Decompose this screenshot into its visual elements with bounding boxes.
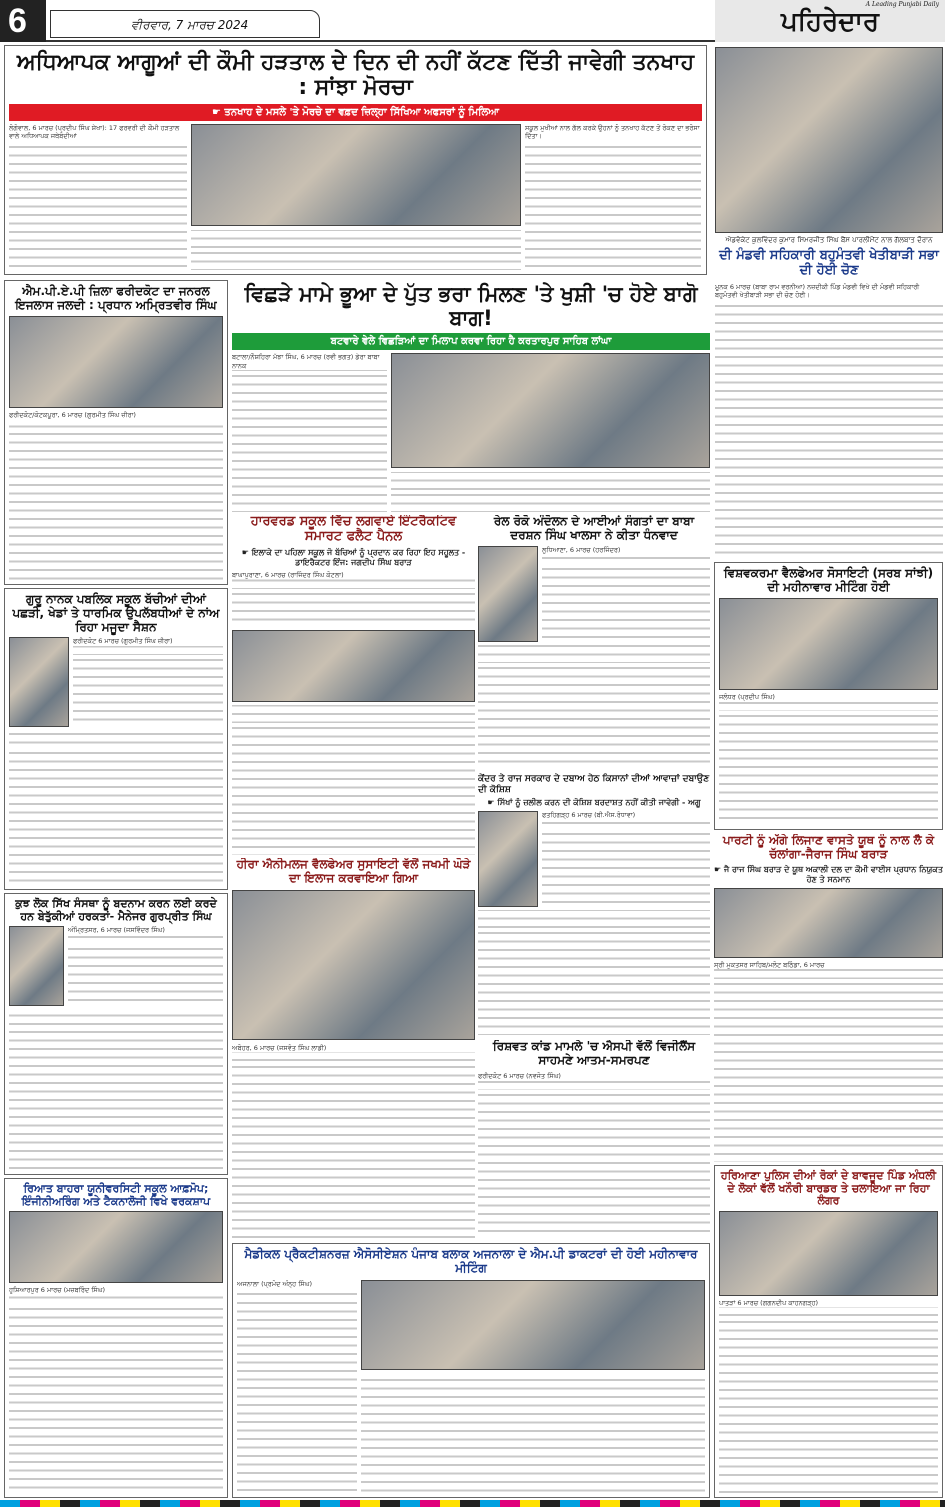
party-subhead: ☛ ਜੈ ਰਾਜ ਸਿੰਘ ਬਰਾੜ ਦੇ ਯੂਥ ਅਕਾਲੀ ਦਲ ਦਾ ਕੌਮੀ ਵਾਈਸ ਪ੍ਰਧਾਨ ਨਿਯੁਕਤ ਹੋਣ ਤੇ ਸਨਮਾਨ — [714, 864, 943, 884]
article-sikh-sanstha — [4, 893, 228, 1175]
akali-subhead: ☛ ਸਿੱਖਾਂ ਨੂੰ ਜ਼ਲੀਲ ਕਰਨ ਦੀ ਕੋਸ਼ਿਸ਼ ਬਰਦਾਸ਼ਤ ਨਹੀਂ ਕੀਤੀ ਜਾਵੇਗੀ - ਅਗੂ — [487, 798, 701, 808]
haryana-body: ਪਾਤੜਾਂ 6 ਮਾਰਚ (ਗਗਨਦੀਪ ਕਾਹਨਗੜ੍ਹ) — [719, 1299, 938, 1493]
rayat-headline: ਰਿਆਤ ਬਾਹਰਾ ਯੂਨੀਵਰਸਿਟੀ ਸਕੂਲ ਆਫ਼ਮੋਪ; ਇੰਜੀਨੀਅਰਿੰਗ ਅਤੇ ਟੈਕਨਾਲੋਜੀ ਵਿਖੇ ਵਰਕਸ਼ਾਪ — [21, 1182, 211, 1208]
mpap-body: ਫਰੀਦਕੋਟ/ਕੋਟਕਪੂਰਾ, 6 ਮਾਰਚ (ਗੁਰਮੀਤ ਸਿੰਘ ਜ਼ੀਰਾ) — [9, 411, 223, 580]
kartarpur-body-2 — [391, 472, 710, 512]
top-story-subhead: ☛ ਤਨਖਾਹ ਦੇ ਮਸਲੇ 'ਤੇ ਮੋਰਚੇ ਦਾ ਵਫ਼ਦ ਜ਼ਿਲ੍ਹਾ ਸਿੱਖਿਆ ਅਫਸਰਾਂ ਨੂੰ ਮਿਲਿਆ — [9, 104, 702, 121]
medical-photo — [361, 1280, 705, 1370]
top-story-body: ਲੋਗੋਵਾਲ, 6 ਮਾਰਚ (ਪ੍ਰਦੀਪ ਸਿੰਘ ਸ਼ੇਖਾ): 17 ਫਰਵਰੀ ਦੀ ਕੌਮੀ ਹੜਤਾਲ ਵਾਲੇ ਅਧਿਆਪਕ ਜਥੇਬੰਦੀਆਂ — [9, 124, 187, 270]
top-story-headline: ਅਧਿਆਪਕ ਆਗੂਆਂ ਦੀ ਕੌਮੀ ਹੜਤਾਲ ਦੇ ਦਿਨ ਦੀ ਨਹੀਂ ਕੱਟਣ ਦਿੱਤੀ ਜਾਵੇਗੀ ਤਨਖਾਹ : ਸਾਂਝਾ ਮੋਰਚਾ — [16, 50, 695, 101]
haryana-photo — [719, 1211, 938, 1296]
school-body: ਫਰੀਦਕੋਟ 6 ਮਾਰਚ (ਗੁਰਮੀਤ ਸਿੰਘ ਜ਼ੀਰਾ) — [73, 637, 223, 727]
baba-photo — [478, 546, 538, 642]
kartarpur-headline: ਵਿਛੜੇ ਮਾਮੇ ਭੂਆ ਦੇ ਪੁੱਤ ਭਰਾ ਮਿਲਣ 'ਤੇ ਖੁਸ਼ੀ 'ਚ ਹੋਏ ਬਾਗੋ ਬਾਗ! — [244, 282, 698, 331]
article-mandvi — [715, 236, 943, 557]
right-top-headline: ਦੀ ਮੰਡਵੀ ਸਹਿਕਾਰੀ ਬਹੁਮੰਤਵੀ ਖੇਤੀਬਾੜੀ ਸਭਾ ਦੀ ਹੋਈ ਚੋਣ — [719, 248, 939, 278]
school-body-2 — [9, 730, 223, 885]
school-photo — [9, 637, 69, 727]
color-registration-strip — [0, 1500, 945, 1507]
kartarpur-photo — [391, 353, 710, 468]
article-heera — [232, 858, 475, 1238]
harvard-subhead: ☛ ਇਲਾਕੇ ਦਾ ਪਹਿਲਾ ਸਕੂਲ ਜੋ ਬੱਚਿਆਂ ਨੂੰ ਪ੍ਰਦਾਨ ਕਰ ਰਿਹਾ ਇਹ ਸਹੂਲਤ - ਡਾਇਰੈਕਟਰ ਇੰਜ: ਜਗਦੀਪ ਸਿੰਘ ਬਰਾੜ — [241, 547, 466, 567]
party-body: ਸ੍ਰੀ ਮੁਕਤਸਰ ਸਾਹਿਬ/ਮਲੋਟ ਬਠਿੰਡਾ, 6 ਮਾਰਚ — [714, 961, 943, 1162]
medical-body: ਅਜਨਾਲਾ (ਪ੍ਰਮੋਦ ਅੰਨ੍ਹ ਸਿੰਘ) — [237, 1280, 357, 1493]
heera-headline: ਹੀਰਾ ਐਨੀਮਲਜ ਵੈਲਫੇਅਰ ਸੁਸਾਇਟੀ ਵੱਲੋਂ ਜਖਮੀ ਘੋੜੇ ਦਾ ਇਲਾਜ ਕਰਵਾਇਆ ਗਿਆ — [236, 858, 471, 885]
harvard-body-2 — [232, 705, 475, 855]
akali-headline: ਕੇਂਦਰ ਤੇ ਰਾਜ ਸਰਕਾਰ ਦੇ ਦਬਾਅ ਹੇਠ ਕਿਸਾਨਾਂ ਦੀਆਂ ਆਵਾਜ਼ਾਂ ਦਬਾਉਣ ਦੀ ਕੋਸ਼ਿਸ਼ — [478, 774, 710, 795]
masthead-logo — [715, 0, 945, 42]
school-headline: ਗੁਰੂ ਨਾਨਕ ਪਬਲਿਕ ਸਕੂਲ ਬੱਚੀਆਂ ਦੀਆਂ ਪਛੜੀ, ਖੇਡਾਂ ਤੇ ਧਾਰਮਿਕ ਉਪਲੱਬਧੀਆਂ ਦੇ ਨਾਂਅ ਰਿਹਾ ਮਜੂਦਾ ਸੈਸ਼ਨ — [12, 592, 220, 634]
medical-headline: ਮੈਡੀਕਲ ਪ੍ਰੈਕਟੀਸ਼ਨਰਜ਼ ਐਸੋਸੀਏਸ਼ਨ ਪੰਜਾਬ ਬਲਾਕ ਅਜਨਾਲਾ ਦੇ ਐਮ.ਪੀ ਡਾਕਟਰਾਂ ਦੀ ਹੋਈ ਮਹੀਨਾਵਾਰ ਮੀਟਿੰਗ — [244, 1247, 698, 1275]
top-story-photo — [191, 124, 521, 226]
bribe-body: ਫਰੀਦਕੋਟ 6 ਮਾਰਚ (ਨਵਜੋਤ ਸਿੰਘ) — [478, 1072, 710, 1238]
akali-body-2 — [478, 910, 710, 1035]
haryana-headline: ਹਰਿਆਣਾ ਪੁਲਿਸ ਦੀਆਂ ਰੋਕਾਂ ਦੇ ਬਾਵਜੂਦ ਪਿੰਡ ਅੰਧਲੀ ਦੇ ਲੋਕਾਂ ਵੱਲੋਂ ਖਨੌਰੀ ਬਾਰਡਰ ਤੇ ਚਲਾਇਆ ਜਾ ਰਿਹਾ ਲੰਗਰ — [720, 1169, 937, 1208]
party-photo — [714, 888, 943, 958]
heera-body: ਅਬੋਹਰ, 6 ਮਾਰਚ (ਜਸਵੰਤ ਸਿੰਘ ਲਾਡੀ) — [232, 1044, 475, 1238]
article-medical — [232, 1243, 710, 1498]
vishwakarma-headline: ਵਿਸ਼ਵਕਰਮਾ ਵੈਲਫੇਅਰ ਸੋਸਾਇਟੀ (ਸਰਬ ਸਾਂਝੀ) ਦੀ ਮਹੀਨਾਵਾਰ ਮੀਟਿੰਗ ਹੋਈ — [723, 566, 934, 594]
rail-body: ਲੁਧਿਆਣਾ, 6 ਮਾਰਚ (ਹਰਜਿੰਦਰ) — [542, 546, 710, 642]
harvard-photo — [232, 630, 475, 702]
sanstha-headline: ਕੁਝ ਲੋਕ ਸਿੱਖ ਸੰਸਥਾ ਨੂੰ ਬਦਨਾਮ ਕਰਨ ਲਈ ਕਰਦੇ ਹਨ ਬੇਤੁੱਕੀਆਂ ਹਰਕਤਾਂ- ਮੈਨੇਜਰ ਗੁਰਪ੍ਰੀਤ ਸਿੰਘ — [15, 897, 217, 923]
sanstha-body-2 — [9, 1009, 223, 1170]
top-story — [4, 45, 707, 275]
bribe-headline: ਰਿਸ਼ਵਤ ਕਾਂਡ ਮਾਮਲੇ 'ਚ ਐਸਪੀ ਵੱਲੋਂ ਵਿਜੀਲੈਂਸ ਸਾਹਮਣੇ ਆਤਮ-ਸਮਰਪਣ — [492, 1040, 696, 1067]
rail-headline: ਰੇਲ ਰੋਕੋ ਅੰਦੋਲਨ ਦੇ ਆਈਆਂ ਸੰਗਤਾਂ ਦਾ ਬਾਬਾ ਦਰਸ਼ਨ ਸਿੰਘ ਖਾਲਸਾ ਨੇ ਕੀਤਾ ਧੰਨਵਾਦ — [493, 515, 695, 542]
article-harvard — [232, 515, 475, 855]
mpap-headline: ਐਮ.ਪੀ.ਏ.ਪੀ ਜ਼ਿਲਾ ਫਰੀਦਕੋਟ ਦਾ ਜਨਰਲ ਇਜਲਾਸ ਜਲਦੀ : ਪ੍ਰਧਾਨ ਅਮ੍ਰਿਤਵੀਰ ਸਿੰਘ — [15, 284, 217, 312]
harvard-body: ਬਾਘਾਪੁਰਾਣਾ, 6 ਮਾਰਚ (ਰਾਜਿੰਦਰ ਸਿੰਘ ਕੋਟਲਾ) — [232, 571, 475, 627]
article-kartarpur — [232, 282, 710, 512]
leader-photo — [478, 811, 538, 907]
heera-photo — [232, 890, 475, 1040]
tagline: A Leading Punjabi Daily — [865, 1, 939, 8]
sanstha-body: ਅੰਮ੍ਰਿਤਸਰ, 6 ਮਾਰਚ (ਜਸਵਿੰਦਰ ਸਿੰਘ) — [68, 926, 223, 1006]
akali-body: ਫਤਹਿਗੜ੍ਹ 6 ਮਾਰਚ (ਬੀ.ਐਸ.ਰੰਧਾਵਾ) — [542, 811, 710, 907]
vishwakarma-photo — [719, 598, 938, 690]
manager-photo — [9, 926, 64, 1006]
article-rayat-bahra — [4, 1178, 228, 1498]
party-headline: ਪਾਰਟੀ ਨੂੰ ਅੱਗੇ ਲਿਜਾਣ ਵਾਸਤੇ ਯੂਥ ਨੂੰ ਨਾਲ ਲੈ ਕੇ ਚੱਲਾਂਗਾ-ਜੈਰਾਜ ਸਿੰਘ ਬਰਾੜ — [722, 834, 935, 861]
issue-date: ਵੀਰਵਾਰ, 7 ਮਾਰਚ 2024 — [50, 10, 320, 38]
mpap-photo — [9, 316, 223, 408]
right-top-caption: ਐਡਵੋਕੇਟ ਕੁਲਵਿੰਦਰ ਕੁਮਾਰ ਸਿਮਰਜੀਤ ਸਿੰਘ ਬੈਂਸ ਪਾਰਲੀਮੈਂਟ ਨਾਲ ਗੱਲਬਾਤ ਦੌਰਾਨ — [725, 236, 933, 244]
top-story-body-2 — [191, 230, 521, 270]
harvard-headline: ਹਾਰਵਰਡ ਸਕੂਲ ਵਿੱਚ ਲਗਵਾਏ ਇੰਟਰੈਕਟਿਵ ਸਮਾਰਟ ਫਲੈਟ ਪੈਨਲ — [250, 515, 457, 544]
article-vishwakarma — [714, 562, 943, 830]
article-guru-nanak-school — [4, 588, 228, 890]
article-bribe — [478, 1040, 710, 1238]
masthead-text: ਪਹਿਰੇਦਾਰ — [781, 7, 879, 37]
article-rail-roko — [478, 515, 710, 1035]
rail-body-2 — [478, 645, 710, 770]
top-story-body-3: ਸਕੂਲ ਮੁਖੀਆਂ ਨਾਲ ਗੱਲ ਕਰਕੇ ਉਹਨਾਂ ਨੂੰ ਤਨਖਾਹ ਕੱਟਣ ਤੋਂ ਰੋਕਣ ਦਾ ਭਰੋਸਾ ਦਿੱਤਾ। — [525, 124, 701, 270]
page-number: 6 — [0, 0, 46, 42]
vishwakarma-body: ਜਲੰਧਰ (ਪ੍ਰਦੀਪ ਸਿੰਘ) — [719, 693, 938, 825]
medical-body-2 — [361, 1374, 705, 1493]
rayat-body: ਹੁਸ਼ਿਆਰਪੁਰ 6 ਮਾਰਚ (ਮਜ਼ਬਰਿੰਦ ਸਿੰਘ) — [9, 1286, 223, 1493]
article-mpap — [4, 280, 228, 585]
kartarpur-body: ਬਟਾਲਾ/ਨੌਸ਼ਹਿਰਾ ਮੱਝਾ ਸਿੰਘ, 6 ਮਾਰਚ (ਰਵੀ ਭਗਤ) ਡੇਰਾ ਬਾਬਾ ਨਾਨਕ — [232, 353, 387, 512]
article-haryana — [714, 1165, 943, 1498]
right-top-photo — [715, 47, 943, 233]
right-top-body: ਮੂਨਕ 6 ਮਾਰਚ (ਬਾਬਾ ਰਾਮ ਵਰਨੀਆ) ਨਜ਼ਦੀਕੀ ਪਿੰਡ ਮੰਡਵੀ ਵਿਖੇ ਦੀ ਮੰਡਵੀ ਸਹਿਕਾਰੀ ਬਹੁਮੰਤਵੀ ਖੇਤੀਬਾੜੀ ਸਭਾ ਦੀ ਚੋਣ ਹੋਈ। — [715, 283, 943, 557]
kartarpur-subhead: ਬਟਵਾਰੇ ਵੇਲੇ ਵਿਛੜਿਆਂ ਦਾ ਮਿਲਾਪ ਕਰਵਾ ਰਿਹਾ ਹੈ ਕਰਤਾਰਪੁਰ ਸਾਹਿਬ ਲਾਂਘਾ — [232, 333, 710, 350]
article-party — [714, 834, 943, 1162]
rayat-photo — [9, 1211, 223, 1283]
